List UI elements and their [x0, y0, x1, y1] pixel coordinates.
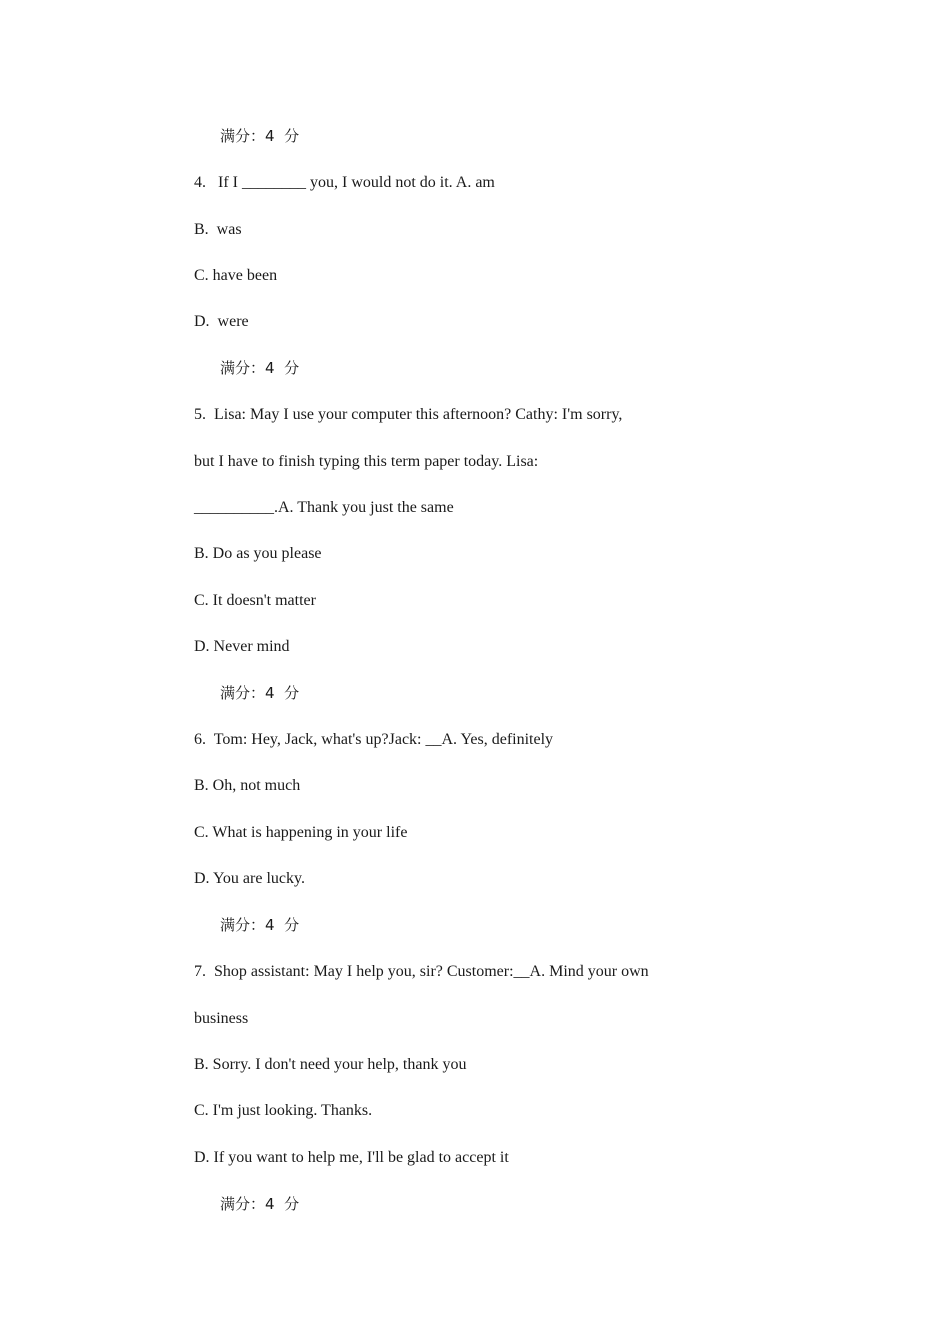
question-5-stem: 5. Lisa: May I use your computer this afternoon? Cathy: I'm sorry, [194, 406, 623, 423]
question-7-option-c: C. I'm just looking. Thanks. [194, 1102, 373, 1119]
score-line: 满分：4 分 [220, 359, 300, 377]
question-4-option-d: D. were [194, 313, 249, 330]
question-6-option-d: D. You are lucky. [194, 870, 305, 887]
question-4-option-b: B. was [194, 221, 242, 238]
question-4-option-c: C. have been [194, 267, 278, 284]
question-7-option-d: D. If you want to help me, I'll be glad to accept it [194, 1149, 509, 1166]
question-5-option-d: D. Never mind [194, 638, 290, 655]
score-line: 满分：4 分 [220, 916, 300, 934]
question-5-option-b: B. Do as you please [194, 545, 322, 562]
question-5-option-a: __________.A. Thank you just the same [194, 499, 454, 516]
question-6-option-c: C. What is happening in your life [194, 824, 408, 841]
question-5-stem-cont: but I have to finish typing this term paper today. Lisa: [194, 453, 539, 470]
question-7-option-b: B. Sorry. I don't need your help, thank you [194, 1056, 467, 1073]
question-5-option-c: C. It doesn't matter [194, 592, 316, 609]
question-7-stem-cont: business [194, 1010, 249, 1027]
score-line: 满分：4 分 [220, 1195, 300, 1213]
question-6-option-b: B. Oh, not much [194, 777, 301, 794]
question-6-stem: 6. Tom: Hey, Jack, what's up?Jack: __A. Yes, definitely [194, 731, 554, 748]
score-line: 满分：4 分 [220, 684, 300, 702]
score-line: 满分：4 分 [220, 127, 300, 145]
question-7-stem: 7. Shop assistant: May I help you, sir? Customer:__A. Mind your own [194, 963, 649, 980]
question-4-stem: 4. If I ________ you, I would not do it. A. am [194, 174, 495, 191]
